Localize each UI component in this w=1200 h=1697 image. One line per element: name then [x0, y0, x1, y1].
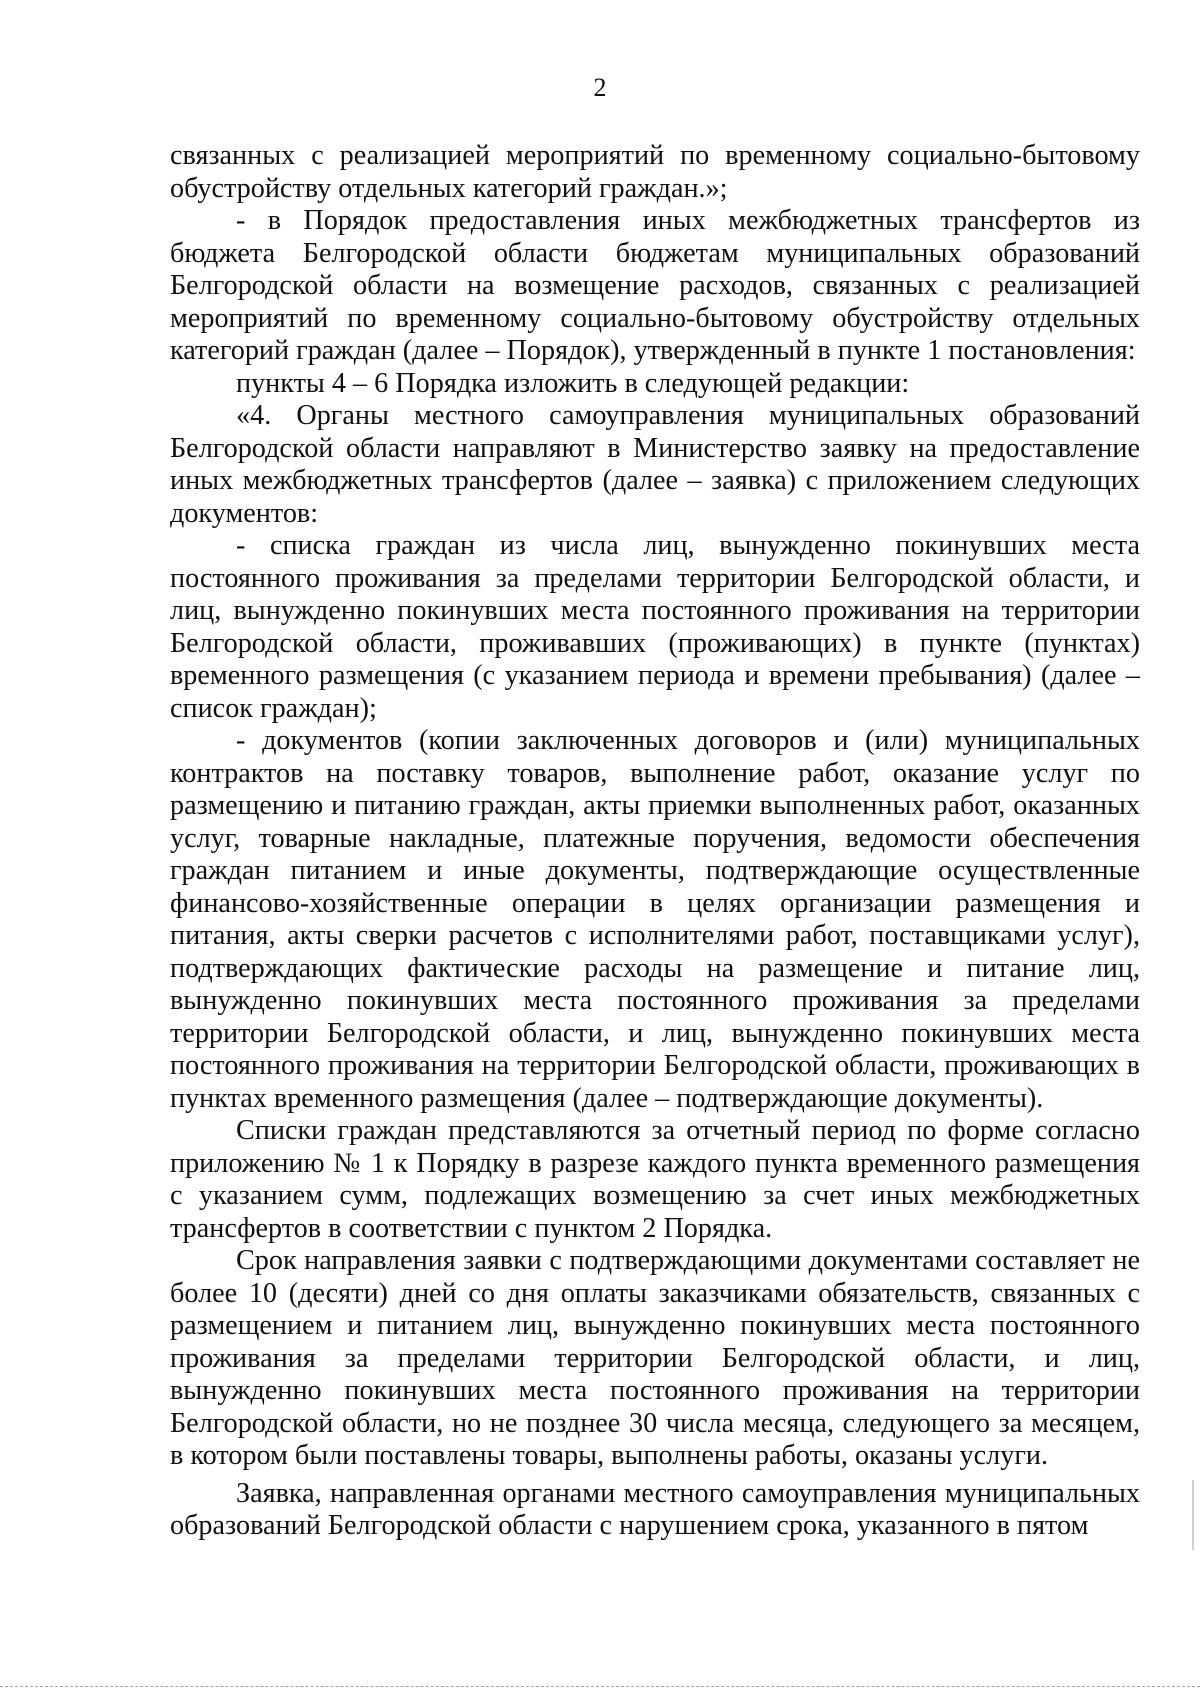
document-body	[170, 140, 1140, 1543]
paragraph: связанных с реализацией мероприятий по временному социально-бытовому обустройству отдельных категорий граждан.»;	[170, 140, 1140, 204]
paragraph: - в Порядок предоставления иных межбюджетных трансфертов из бюджета Белгородской области бюджетам муниципальных образований Белгородской области на возмещение расходов, связанных с реализацией мероприятий по временному социально-бытовому обустройству отдельных категорий граждан (далее – Порядок), утвержденный в пункте 1 постановления:	[170, 205, 1140, 366]
list-item: - документов (копии заключенных договоров и (или) муниципальных контрактов на поставку товаров, выполнение работ, оказание услуг по размещению и питанию граждан, акты приемки выполненных работ, оказанных услуг, товарные накладные, платежные поручения, ведомости обеспечения граждан питанием и иные документы, подтверждающие осуществленные финансово-хозяйственные операции в целях организации размещения и питания, акты сверки расчетов с исполнителями работ, поставщиками услуг), подтверждающих фактические расходы на размещение и питание лиц, вынужденно покинувших места постоянного проживания за пределами территории Белгородской области, и лиц, вынужденно покинувших места постоянного проживания на территории Белгородской области, проживающих в пунктах временного размещения (далее – подтверждающие документы).	[170, 725, 1140, 1114]
paragraph: «4. Органы местного самоуправления муниципальных образований Белгородской области направляют в Министерство заявку на предоставление иных межбюджетных трансфертов (далее – заявка) с приложением следующих документов:	[170, 400, 1140, 529]
list-item: - списка граждан из числа лиц, вынужденно покинувших места постоянного проживания за пределами территории Белгородской области, и лиц, вынужденно покинувших места постоянного проживания на территории Белгородской области, проживавших (проживающих) в пункте (пунктах) временного размещения (с указанием периода и времени пребывания) (далее – список граждан);	[170, 530, 1140, 724]
paragraph: пункты 4 – 6 Порядка изложить в следующей редакции:	[236, 367, 910, 399]
paragraph: Заявка, направленная органами местного самоуправления муниципальных образований Белгородской области с нарушением срока, указанного в пятом	[170, 1477, 1140, 1541]
scan-edge-mark	[1192, 1480, 1194, 1550]
paragraph: Срок направления заявки с подтверждающими документами составляет не более 10 (десяти) дней со дня оплаты заказчиками обязательств, связанных с размещением и питанием лиц, вынужденно покинувших места постоянного проживания за пределами территории Белгородской области, и лиц, вынужденно покинувших места постоянного проживания на территории Белгородской области, но не позднее 30 числа месяца, следующего за месяцем, в котором были поставлены товары, выполнены работы, оказаны услуги.	[170, 1245, 1140, 1471]
paragraph: Списки граждан представляются за отчетный период по форме согласно приложению № 1 к Порядку в разрезе каждого пункта временного размещения с указанием сумм, подлежащих возмещению за счет иных межбюджетных трансфертов в соответствии с пунктом 2 Порядка.	[170, 1115, 1140, 1244]
scan-footer-rule	[0, 1686, 1200, 1687]
page-number: 2	[593, 73, 607, 102]
